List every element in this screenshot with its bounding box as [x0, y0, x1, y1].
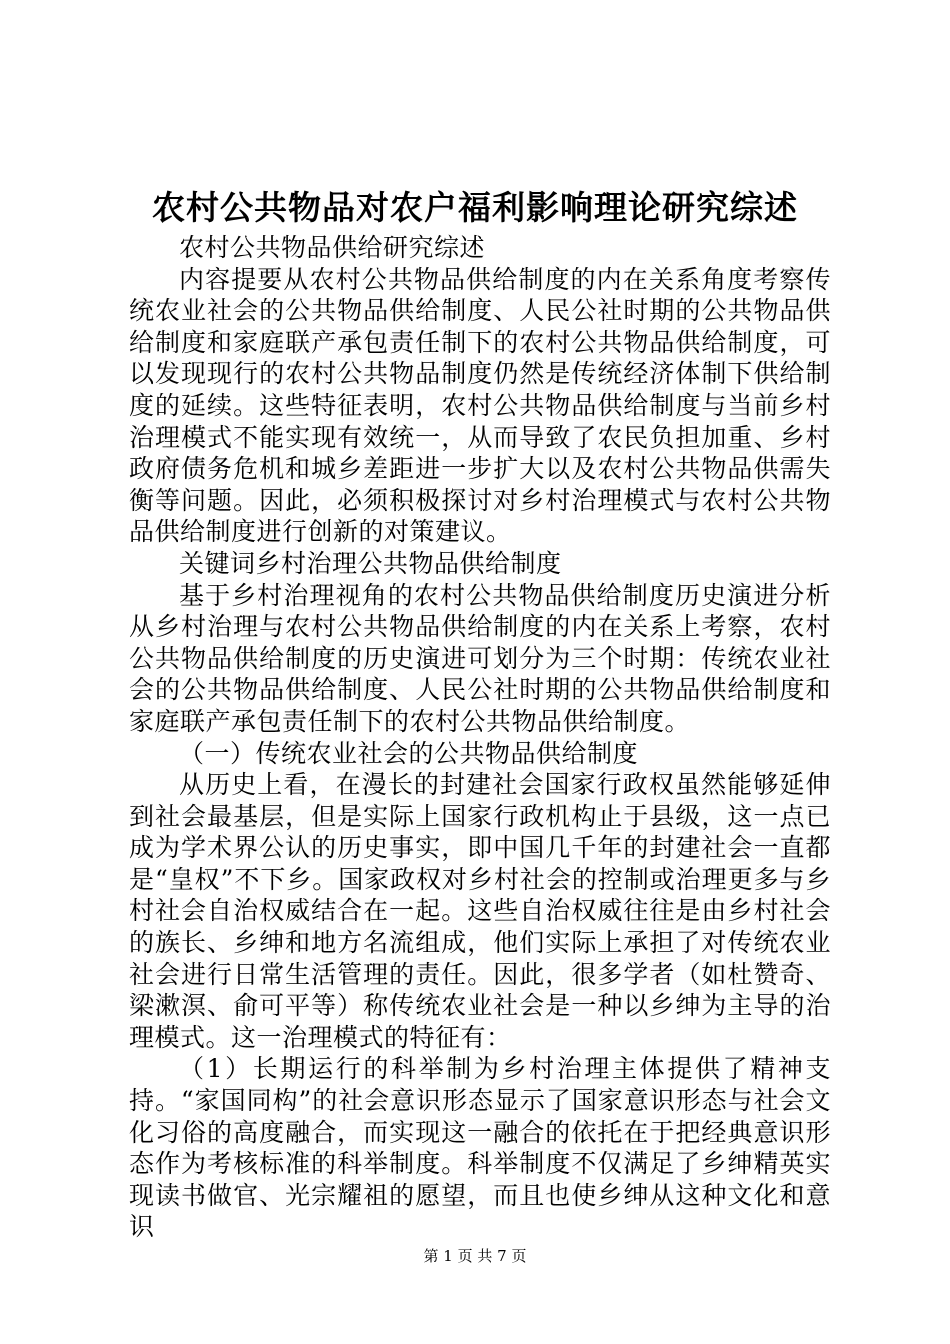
keywords-paragraph: 关键词乡村治理公共物品供给制度	[179, 548, 562, 578]
abstract-paragraph: 内容提要从农村公共物品供给制度的内在关系角度考察传统农业社会的公共物品供给制度、人民公社时期的公共物品供给制度和家庭联产承包责任制下的农村公共物品供给制度，可以发现现行的农村公共物品制度仍然是传统经济体制下供给制度的延续。这些特征表明，农村公共物品供给制度与当前乡村治理模式不能实现有效统一，从而导致了农民负担加重、乡村政府债务危机和城乡差距进一步扩大以及农村公共物品供需失衡等问题。因此，必须积极探讨对乡村治理模式与农村公共物品供给制度进行创新的对策建议。	[129, 264, 831, 547]
subtitle-paragraph: 农村公共物品供给研究综述	[179, 233, 486, 262]
page-footer: 第 1 页 共 7 页	[423, 1247, 527, 1265]
body-paragraph: 基于乡村治理视角的农村公共物品供给制度历史演进分析从乡村治理与农村公共物品供给制度的内在关系上考察，农村公共物品供给制度的历史演进可划分为三个时期：传统农业社会的公共物品供给制度、人民公社时期的公共物品供给制度和家庭联产承包责任制下的农村公共物品供给制度。	[129, 580, 831, 736]
document-title: 农村公共物品对农户福利影响理论研究综述	[152, 188, 798, 227]
body-paragraph: 从历史上看，在漫长的封建社会国家行政权虽然能够延伸到社会最基层，但是实际上国家行政机构止于县级，这一点已成为学术界公认的历史事实，即中国几千年的封建社会一直都是“皇权”不下乡。国家政权对乡村社会的控制或治理更多与乡村社会自治权威结合在一起。这些自治权威往往是由乡村社会的族长、乡绅和地方名流组成，他们实际上承担了对传统农业社会进行日常生活管理的责任。因此，很多学者（如杜赞奇、梁漱溟、俞可平等）称传统农业社会是一种以乡绅为主导的治理模式。这一治理模式的特征有：	[129, 770, 831, 1052]
section-heading: （一）传统农业社会的公共物品供给制度	[179, 738, 639, 768]
body-paragraph: （1）长期运行的科举制为乡村治理主体提供了精神支持。“家国同构”的社会意识形态显示了国家意识形态与社会文化习俗的高度融合，而实现这一融合的依托在于把经典意识形态作为考核标准的科举制度。科举制度不仅满足了乡绅精英实现读书做官、光宗耀祖的愿望，而且也使乡绅从这种文化和意识	[129, 1054, 831, 1242]
document-body	[129, 232, 831, 1243]
